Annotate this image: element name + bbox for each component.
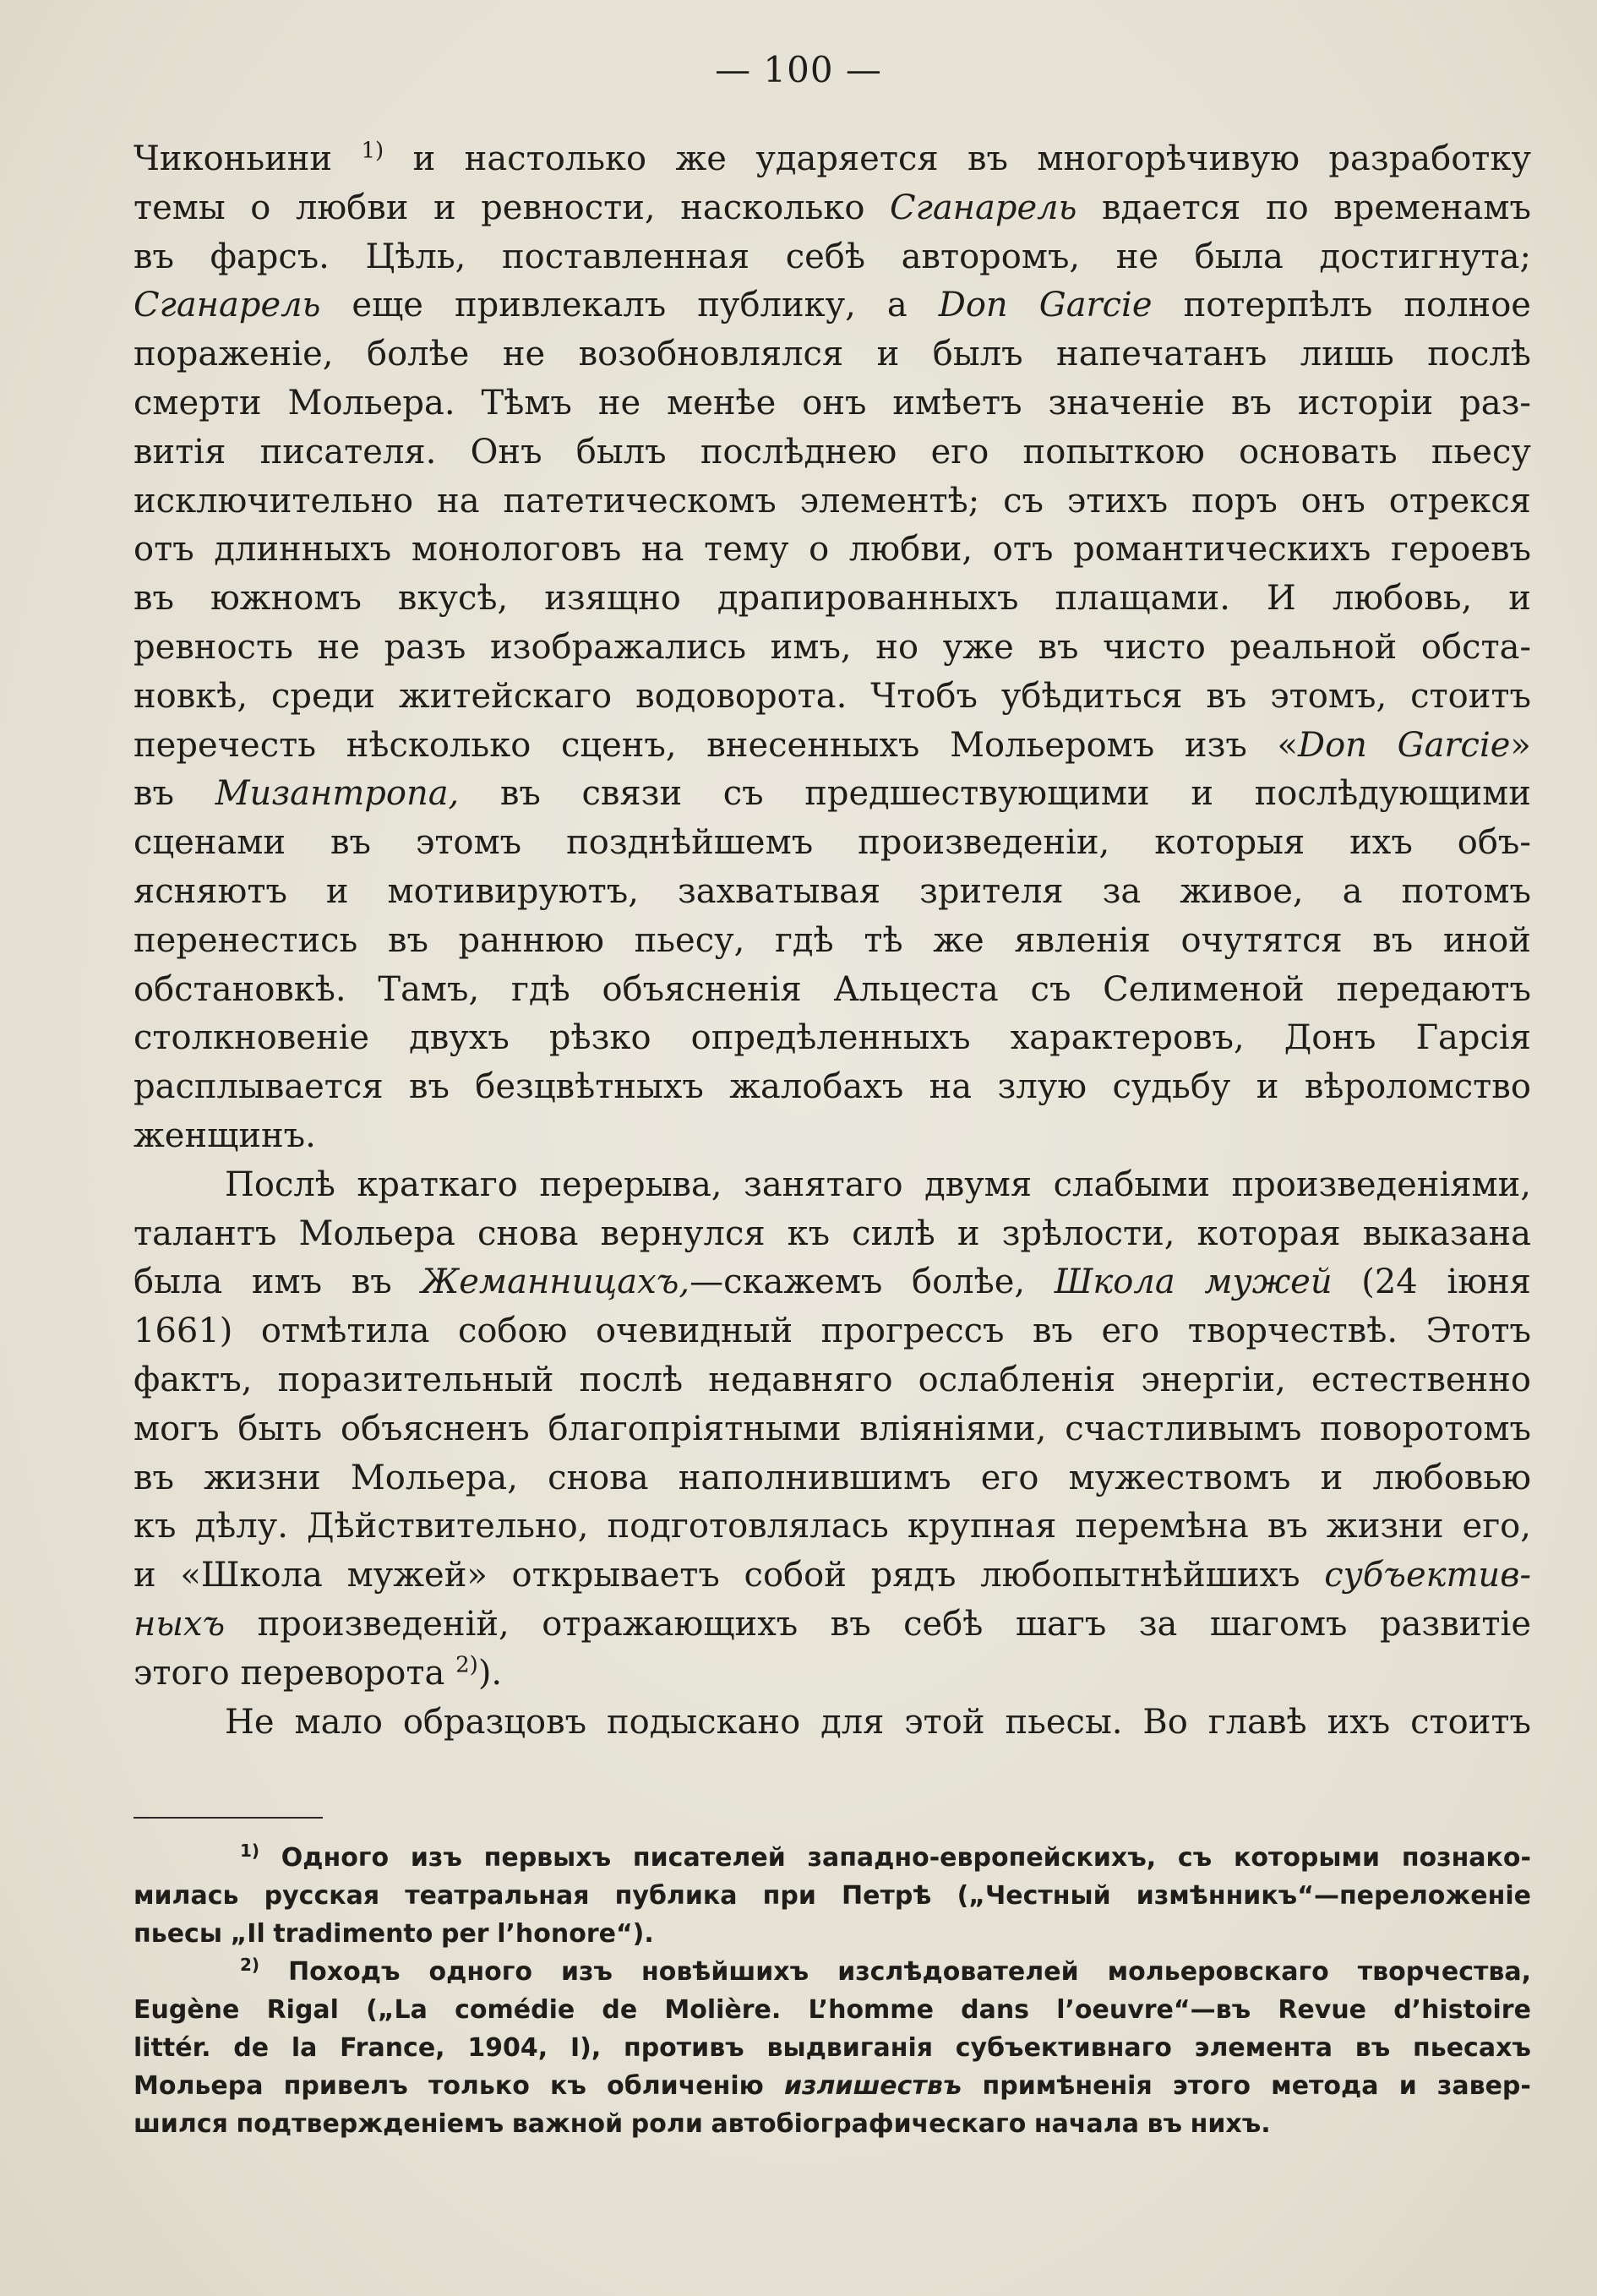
body-text [134,135,1531,1747]
text-line: была имъ въ Жеманницахъ,—скажемъ болѣе, Школа мужей (24 іюня [134,1263,1531,1302]
text-line: въ Мизантропа, въ связи съ предшествующими и послѣдующими [134,774,1531,814]
text-line: расплывается въ безцвѣтныхъ жалобахъ на злую судьбу и вѣроломство [134,1067,1531,1107]
text-line: Не мало образцовъ подыскано для этой пьесы. Во главѣ ихъ стоитъ [225,1702,1531,1742]
text-line: пораженіе, болѣе не возобновлялся и былъ напечатанъ лишь послѣ [134,335,1531,374]
text-line: Сганарель еще привлекалъ публику, а Don Garcie потерпѣлъ полное [134,286,1531,325]
text-line: отъ длинныхъ монологовъ на тему о любви, отъ романтическихъ героевъ [134,530,1531,570]
text-line: новкѣ, среди житейскаго водоворота. Чтобъ убѣдиться въ этомъ, стоитъ [134,676,1531,716]
text-line: обстановкѣ. Тамъ, гдѣ объясненія Альцеста съ Селименой передаютъ [134,969,1531,1009]
text-line: ясняютъ и мотивируютъ, захватывая зрителя за живое, а потомъ [134,871,1531,911]
text-line: въ южномъ вкусѣ, изящно драпированныхъ плащами. И любовь, и [134,579,1531,619]
text-line: Послѣ краткаго перерыва, занятаго двумя слабыми произведеніями, [225,1164,1531,1204]
page-number: — 100 — [715,49,882,90]
text-line: витія писателя. Онъ былъ послѣднею его попыткою основать пьесу [134,432,1531,472]
text-line: Чиконьини $^{1)}$ и настолько же ударяется въ многорѣчивую разработку [134,138,1531,178]
text-line: женщинъ. [134,1115,316,1155]
text-line: 1661) отмѣтила собою очевидный прогрессъ въ его творчествѣ. Этотъ [134,1312,1531,1351]
text-line: талантъ Мольера снова вернулся къ силѣ и зрѣлости, которая выказана [134,1213,1531,1253]
text-line: перечесть нѣсколько сценъ, внесенныхъ Мольеромъ изъ «Don Garcie» [134,725,1531,765]
footnote-separator-rule [134,1817,323,1819]
text-line: фактъ, поразительный послѣ недавняго ослабленія энергіи, естественно [134,1360,1531,1399]
footnote-line: Eugène Rigal („La comédie de Molière. L’homme dans l’oeuvre“—въ Revue d’histoire [134,1995,1531,2025]
footnote-line: Мольера привелъ только къ обличенію излишествъ примѣненія этого метода и завер- [134,2071,1531,2101]
text-line: исключительно на патетическомъ элементѣ; съ этихъ поръ онъ отрекся [134,481,1531,521]
text-line: ревность не разъ изображались имъ, но уже въ чисто реальной обста- [134,627,1531,667]
text-line: темы о любви и ревности, насколько Сганарель вдается по временамъ [134,188,1531,227]
text-line: смерти Мольера. Тѣмъ не менѣе онъ имѣетъ значеніе въ исторіи раз- [134,383,1531,423]
footnote-line: littér. de la France, 1904, I), противъ выдвиганія субъективнаго элемента въ пьесахъ [134,2033,1531,2063]
footnote-line: милась русская театральная публика при Петрѣ („Честный измѣнникъ“—переложеніе [134,1881,1531,1911]
footnote-line: пьесы „Il tradimento per l’honore“). [134,1919,654,1949]
text-line: столкновеніе двухъ рѣзко опредѣленныхъ характеровъ, Донъ Гарсія [134,1018,1531,1058]
footnote-line: $^{1)}$ Одного изъ первыхъ писателей западно-европейскихъ, съ которыми познако- [240,1841,1531,1873]
text-line: сценами въ этомъ позднѣйшемъ произведеніи, которыя ихъ объ- [134,823,1531,863]
text-line: и «Школа мужей» открываетъ собой рядъ любопытнѣйшихъ субъектив- [134,1556,1531,1595]
text-line: въ фарсъ. Цѣль, поставленная себѣ авторомъ, не была достигнута; [134,237,1531,276]
text-line: ныхъ произведеній, отражающихъ въ себѣ шагъ за шагомъ развитіе [134,1604,1531,1644]
footnote-line: шился подтвержденіемъ важной роли автобіографическаго начала въ нихъ. [134,2109,1271,2139]
text-line: перенестись въ раннюю пьесу, гдѣ тѣ же явленія очутятся въ иной [134,920,1531,960]
text-line: къ дѣлу. Дѣйствительно, подготовлялась крупная перемѣна въ жизни его, [134,1507,1531,1546]
footnotes [134,1839,1531,2143]
text-line: въ жизни Мольера, снова наполнившимъ его мужествомъ и любовью [134,1458,1531,1497]
footnote-line: $^{2)}$ Походъ одного изъ новѣйшихъ изслѣдователей мольеровскаго творчества, [240,1955,1531,1987]
text-line: могъ быть объясненъ благопріятными вліяніями, счастливымъ поворотомъ [134,1409,1531,1448]
text-line: этого переворота $^{2)}$). [134,1652,503,1693]
